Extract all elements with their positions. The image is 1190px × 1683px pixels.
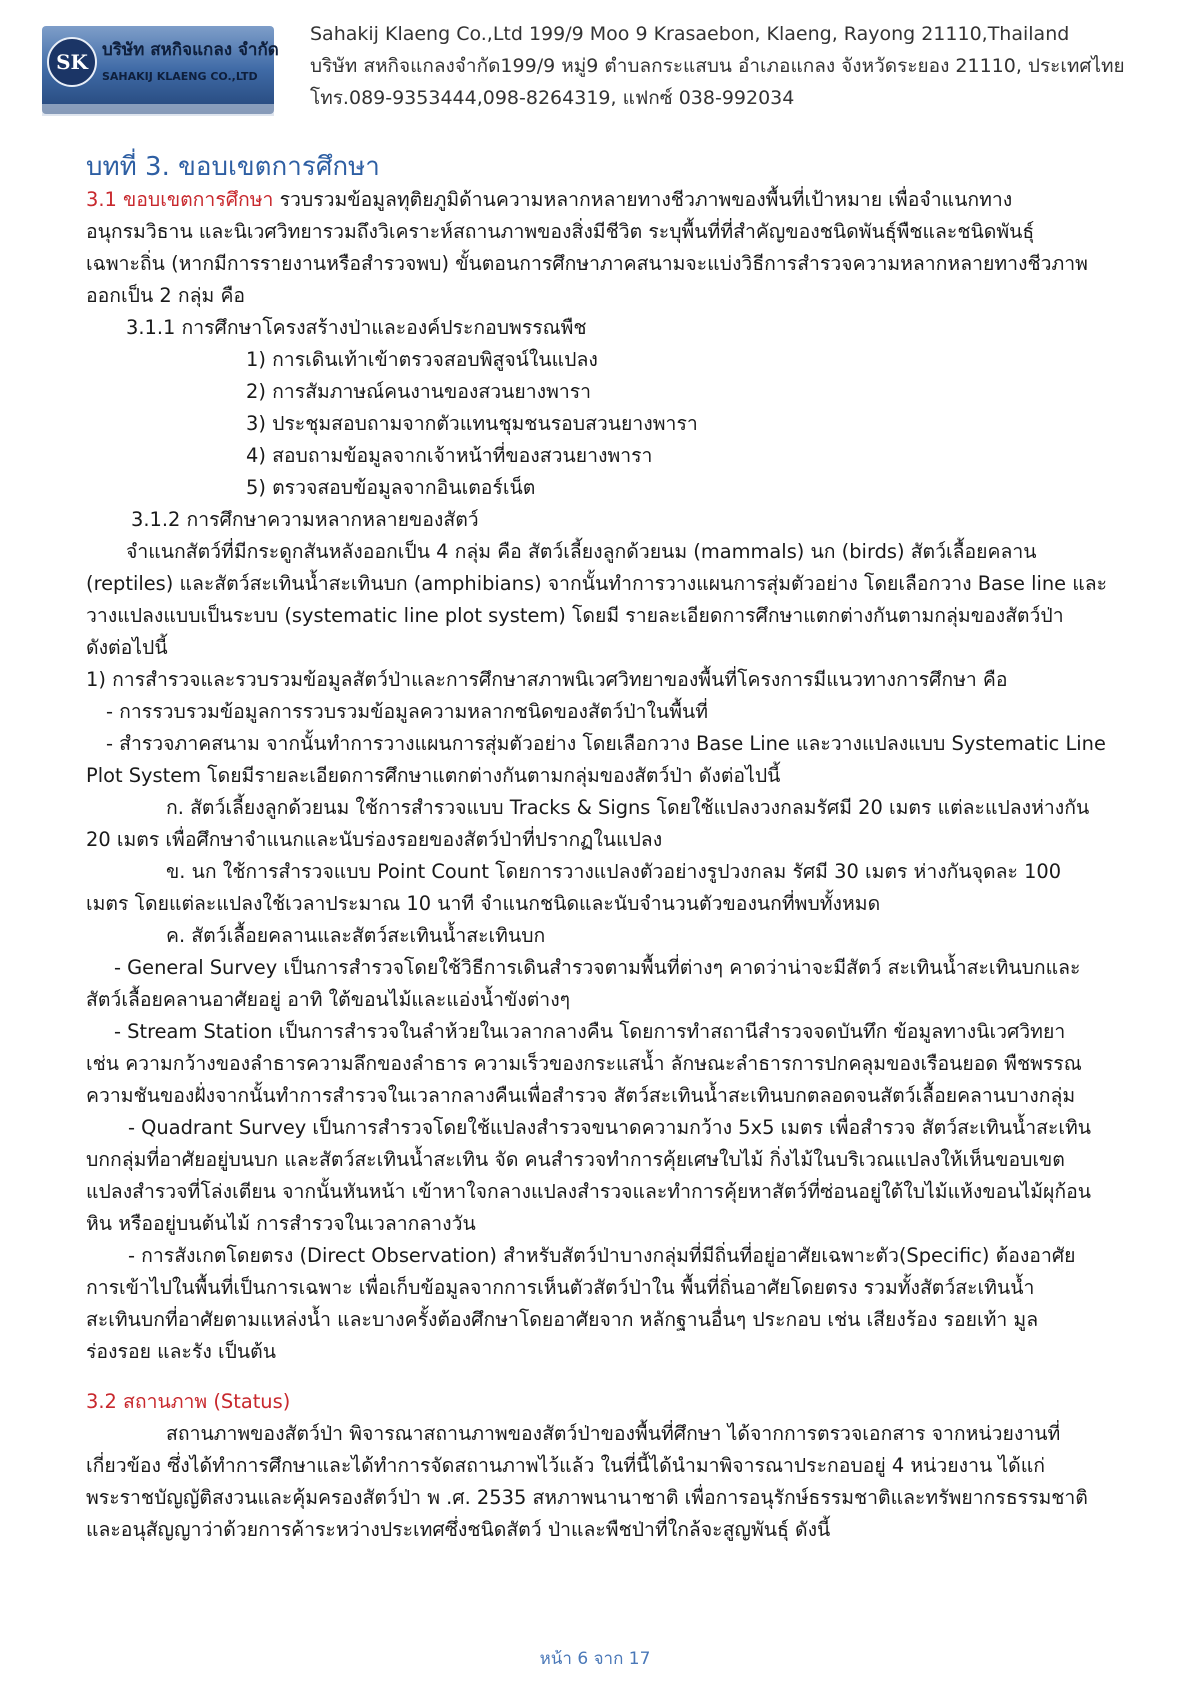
- s312-line: เช่น ความกว้างของลำธารความลึกของลำธาร ความเร็วของกระแสน้ำ ลักษณะลำธารการปกคลุมของเรือนยอด พืชพรรณ: [86, 1052, 1082, 1075]
- s312-bullet: - การรวบรวมข้อมูลการรวบรวมข้อมูลความหลากชนิดของสัตว์ป่าในพื้นที่: [106, 700, 709, 723]
- s312-stream-station: - Stream Station เป็นการสำรวจในลำห้วยในเวลากลางคืน โดยการทำสถานีสำรวจจดบันทึก ข้อมูลทางนิเวศวิทยา: [114, 1020, 1066, 1043]
- logo-thai-name: บริษัท สหกิจแกลง จำกัด: [102, 40, 279, 60]
- s32-line: และอนุสัญญาว่าด้วยการค้าระหว่างประเทศซึ่งชนิดสัตว์ ป่าและพืชป่าที่ใกล้จะสูญพันธุ์ ดังนี้: [86, 1518, 831, 1541]
- company-address-th: บริษัท สหกิจแกลงจำกัด199/9 หมู่9 ตำบลกระแสบน อำเภอแกลง จังหวัดระยอง 21110, ประเทศไทย: [310, 55, 1125, 77]
- s311-item-2: 2) การสัมภาษณ์คนงานของสวนยางพารา: [246, 380, 592, 403]
- s312-reptiles: ค. สัตว์เลื้อยคลานและสัตว์สะเทินน้ำสะเทินบก: [166, 924, 546, 947]
- s32-line: เกี่ยวข้อง ซึ่งได้ทำการศึกษาและได้ทำการจัดสถานภาพไว้แล้ว ในที่นี้ได้นำมาพิจารณาประกอบอยู่ 4 หน่วยงาน ได้แก่: [86, 1454, 1046, 1477]
- s32-title: 3.2 สถานภาพ (Status): [86, 1390, 291, 1413]
- s312-quadrant-survey: - Quadrant Survey เป็นการสำรวจโดยใช้แปลงสำรวจขนาดความกว้าง 5x5 เมตร เพื่อสำรวจ สัตว์สะเทินน้ำสะเทิน: [128, 1116, 1092, 1139]
- s31-label: 3.1 ขอบเขตการศึกษา: [86, 188, 274, 211]
- s312-general-survey: - General Survey เป็นการสำรวจโดยใช้วิธีการเดินสำรวจตามพื้นที่ต่างๆ คาดว่าน่าจะมีสัตว์ สะเทินน้ำสะเทินบกและ: [114, 956, 1081, 979]
- s31-line-4: ออกเป็น 2 กลุ่ม คือ: [86, 284, 246, 307]
- s32-line: สถานภาพของสัตว์ป่า พิจารณาสถานภาพของสัตว์ป่าของพื้นที่ศึกษา ได้จากการตรวจเอกสาร จากหน่วยงานที่: [166, 1422, 1061, 1445]
- s311-item-4: 4) สอบถามข้อมูลจากเจ้าหน้าที่ของสวนยางพารา: [246, 444, 653, 467]
- s312-line: สัตว์เลื้อยคลานอาศัยอยู่ อาทิ ใต้ขอนไม้และแอ่งน้ำขังต่างๆ: [86, 988, 571, 1011]
- s311-title: 3.1.1 การศึกษาโครงสร้างป่าและองค์ประกอบพรรณพืช: [126, 316, 587, 339]
- s312-line: แปลงสำรวจที่โล่งเตียน จากนั้นหันหน้า เข้าหาใจกลางแปลงสำรวจและทำการคุ้ยหาสัตว์ที่ซ่อนอยู่ใต้ใบไม้แห้งขอนไม้ผุก้อน: [86, 1180, 1092, 1203]
- page-number: หน้า 6 จาก 17: [539, 1649, 651, 1669]
- s312-line: 20 เมตร เพื่อศึกษาจำแนกและนับร่องรอยของสัตว์ป่าที่ปรากฏในแปลง: [86, 828, 663, 851]
- s312-mammals: ก. สัตว์เลี้ยงลูกด้วยนม ใช้การสำรวจแบบ Tracks & Signs โดยใช้แปลงวงกลมรัศมี 20 เมตร แต่ละแปลงห่างกัน: [166, 796, 1090, 819]
- company-header: [310, 18, 1125, 114]
- company-logo: [40, 22, 280, 120]
- s312-line: เมตร โดยแต่ละแปลงใช้เวลาประมาณ 10 นาที จำแนกชนิดและนับจำนวนตัวของนกที่พบทั้งหมด: [86, 892, 881, 915]
- s312-line: วางแปลงแบบเป็นระบบ (systematic line plot system) โดยมี รายละเอียดการศึกษาแตกต่างกันตามกลุ่มของสัตว์ป่า: [86, 604, 1064, 627]
- logo-mark: SK: [56, 50, 88, 74]
- logo-english-name: SAHAKIJ KLAENG CO.,LTD: [102, 70, 258, 83]
- document-body: [86, 150, 1156, 1546]
- s311-item-1: 1) การเดินเท้าเข้าตรวจสอบพิสูจน์ในแปลง: [246, 348, 598, 371]
- company-address-en: Sahakij Klaeng Co.,Ltd 199/9 Moo 9 Krasaebon, Klaeng, Rayong 21110,Thailand: [310, 23, 1070, 45]
- s312-birds: ข. นก ใช้การสำรวจแบบ Point Count โดยการวางแปลงตัวอย่างรูปวงกลม รัศมี 30 เมตร ห่างกันจุดละ 100: [166, 860, 1062, 883]
- s31-line-3: เฉพาะถิ่น (หากมีการรายงานหรือสำรวจพบ) ขั้นตอนการศึกษาภาคสนามจะแบ่งวิธีการสำรวจความหลากหลายทางชีวภาพ: [86, 252, 1088, 275]
- s312-line: สะเทินบกที่อาศัยตามแหล่งน้ำ และบางครั้งต้องศึกษาโดยอาศัยจาก หลักฐานอื่นๆ ประกอบ เช่น เสียงร้อง รอยเท้า มูล: [86, 1308, 1039, 1331]
- s311-item-5: 5) ตรวจสอบข้อมูลจากอินเตอร์เน็ต: [246, 476, 536, 499]
- s31-line-2: อนุกรมวิธาน และนิเวศวิทยารวมถึงวิเคราะห์สถานภาพของสิ่งมีชีวิต ระบุพื้นที่ที่สำคัญของชนิดพันธุ์พืชและชนิดพันธุ์: [86, 220, 1035, 243]
- s32-line: พระราชบัญญัติสงวนและคุ้มครองสัตว์ป่า พ .ศ. 2535 สหภาพนานาชาติ เพื่อการอนุรักษ์ธรรมชาติและทรัพยากรธรรมชาติ: [86, 1486, 1088, 1509]
- s312-line: ดังต่อไปนี้: [86, 636, 168, 659]
- s312-line: ร่องรอย และรัง เป็นต้น: [86, 1340, 276, 1363]
- s312-line: Plot System โดยมีรายละเอียดการศึกษาแตกต่างกันตามกลุ่มของสัตว์ป่า ดังต่อไปนี้: [86, 764, 781, 787]
- s312-line: 1) การสำรวจและรวบรวมข้อมูลสัตว์ป่าและการศึกษาสภาพนิเวศวิทยาของพื้นที่โครงการมีแนวทางการศึกษา คือ: [86, 668, 1008, 691]
- s312-direct-observation: - การสังเกตโดยตรง (Direct Observation) สำหรับสัตว์ป่าบางกลุ่มที่มีถิ่นที่อยู่อาศัยเฉพาะตัว(Specific) ต้องอาศัย: [128, 1244, 1076, 1267]
- s312-line: บกกลุ่มที่อาศัยอยู่บนบก และสัตว์สะเทินน้ำสะเทิน จัด คนสำรวจทำการคุ้ยเศษใบไม้ กิ่งไม้ในบริเวณแปลงให้เห็นขอบเขต: [86, 1148, 1065, 1171]
- s312-title: 3.1.2 การศึกษาความหลากหลายของสัตว์: [131, 508, 479, 531]
- s312-line: การเข้าไปในพื้นที่เป็นการเฉพาะ เพื่อเก็บข้อมูลจากการเห็นตัวสัตว์ป่าใน พื้นที่ถิ่นอาศัยโดยตรง รวมทั้งสัตว์สะเทินน้ำ: [86, 1276, 1035, 1299]
- s31-line-1: 3.1 ขอบเขตการศึกษา รวบรวมข้อมูลทุติยภูมิด้านความหลากหลายทางชีวภาพของพื้นที่เป้าหมาย เพื่อจำแนกทาง: [86, 188, 1013, 211]
- s312-line: หิน หรืออยู่บนต้นไม้ การสำรวจในเวลากลางวัน: [86, 1212, 476, 1235]
- s311-item-3: 3) ประชุมสอบถามจากตัวแทนชุมชนรอบสวนยางพารา: [246, 412, 698, 435]
- s312-bullet: - สำรวจภาคสนาม จากนั้นทำการวางแผนการสุ่มตัวอย่าง โดยเลือกวาง Base Line และวางแปลงแบบ Systematic Line: [106, 732, 1106, 755]
- chapter-title: บทที่ 3. ขอบเขตการศึกษา: [86, 152, 380, 182]
- s312-line: จำแนกสัตว์ที่มีกระดูกสันหลังออกเป็น 4 กลุ่ม คือ สัตว์เลี้ยงลูกด้วยนม (mammals) นก (birds) สัตว์เลื้อยคลาน: [126, 540, 1037, 563]
- company-contact: โทร.089-9353444,098-8264319, แฟกซ์ 038-992034: [310, 87, 795, 109]
- s312-line: (reptiles) และสัตว์สะเทินน้ำสะเทินบก (amphibians) จากนั้นทำการวางแผนการสุ่มตัวอย่าง โดยเลือกวาง Base line และ: [86, 572, 1108, 595]
- s312-line: ความชันของฝั่งจากนั้นทำการสำรวจในเวลากลางคืนเพื่อสำรวจ สัตว์สะเทินน้ำสะเทินบกตลอดจนสัตว์เลื้อยคลานบางกลุ่ม: [86, 1084, 1076, 1107]
